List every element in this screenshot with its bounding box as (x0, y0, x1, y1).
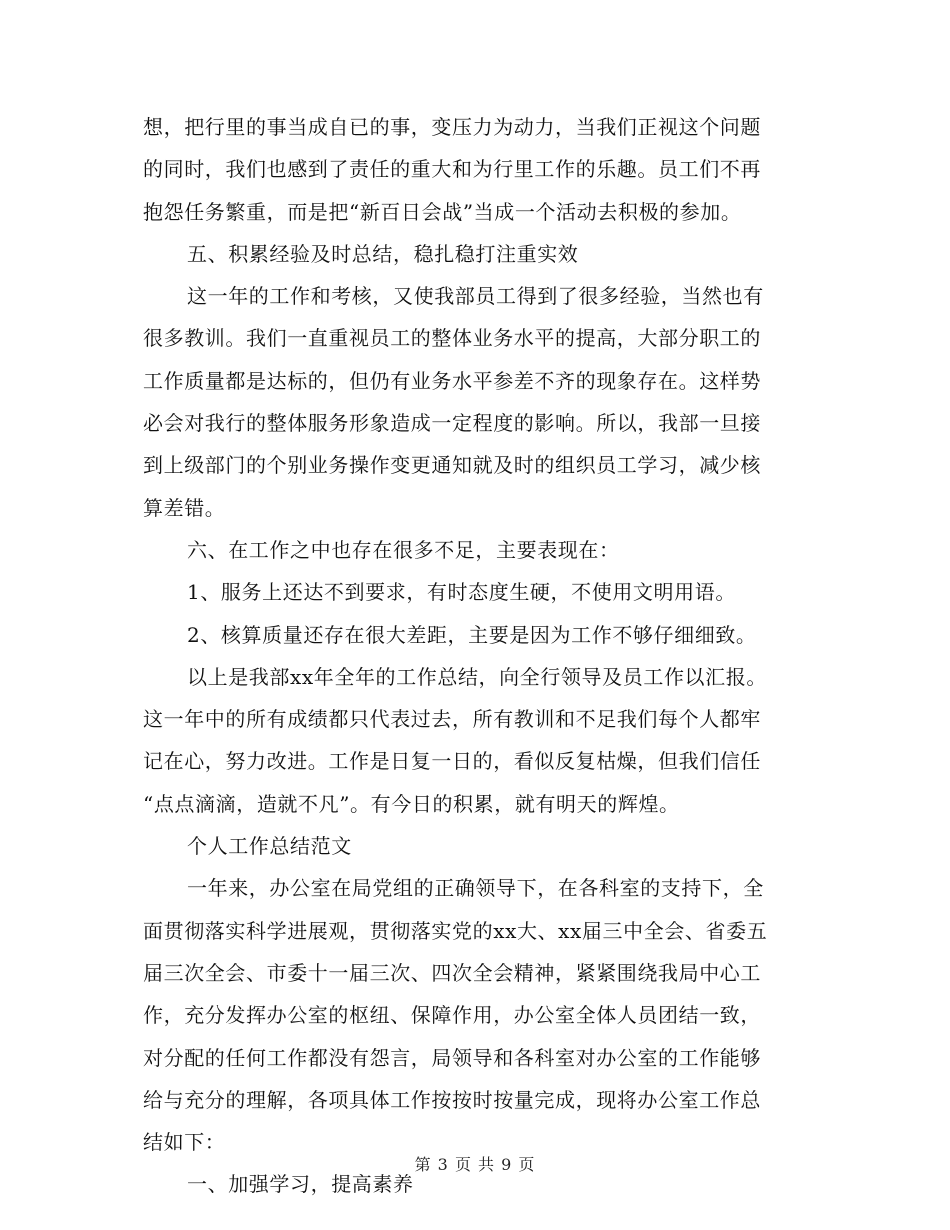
text-line-7: 工作质量都是达标的，但仍有业务水平参差不齐的现象存在。这样势 (143, 368, 761, 393)
page-number-footer: 第 3 页 共 9 页 (414, 1155, 536, 1174)
text-line-20: 面贯彻落实科学进展观，贯彻落实党的xx大、xx届三中全会、省委五 (143, 918, 768, 943)
article-title: 个人工作总结范文 (187, 834, 352, 859)
text-line-16: 记在心，努力改进。工作是日复一日的，看似反复枯燥，但我们信任 (143, 749, 761, 774)
section-heading-1: 一、加强学习，提高素养 (187, 1172, 414, 1197)
text-line-2: 的同时，我们也感到了责任的重大和为行里工作的乐趣。员工们不再 (143, 157, 761, 182)
text-line-1: 想，把行里的事当成自已的事，变压力为动力，当我们正视这个问题 (143, 115, 761, 139)
text-line-25: 结如下： (143, 1130, 226, 1155)
text-line-15: 这一年中的所有成绩都只代表过去，所有教训和不足我们每个人都牢 (143, 707, 761, 732)
text-line-3: 抱怨任务繁重，而是把“新百日会战”当成一个活动去积极的参加。 (143, 199, 742, 224)
text-line-9: 到上级部门的个别业务操作变更通知就及时的组织员工学习，减少核 (143, 453, 761, 478)
text-line-19: 一年来，办公室在局党组的正确领导下，在各科室的支持下，全 (187, 876, 764, 901)
list-item-1: 1、服务上还达不到要求，有时态度生硬，不使用文明用语。 (187, 580, 736, 605)
text-line-24: 给与充分的理解，各项具体工作按按时按量完成，现将办公室工作总 (143, 1087, 761, 1112)
section-heading-6: 六、在工作之中也存在很多不足，主要表现在： (187, 537, 620, 562)
text-line-17: “点点滴滴，造就不凡”。有今日的积累，就有明天的辉煌。 (143, 791, 680, 816)
document-body (143, 106, 803, 1206)
text-line-8: 必会对我行的整体服务形象造成一定程度的影响。所以，我部一旦接 (143, 411, 761, 436)
list-item-2: 2、核算质量还存在很大差距，主要是因为工作不够仔细细致。 (187, 622, 757, 647)
section-heading-5: 五、积累经验及时总结，稳扎稳打注重实效 (187, 241, 579, 266)
text-line-22: 作，充分发挥办公室的枢纽、保障作用，办公室全体人员团结一致， (143, 1003, 761, 1028)
text-line-14: 以上是我部xx年全年的工作总结，向全行领导及员工作以汇报。 (187, 664, 767, 689)
text-line-10: 算差错。 (143, 495, 226, 520)
text-line-6: 很多教训。我们一直重视员工的整体业务水平的提高，大部分职工的 (143, 326, 761, 351)
text-line-5: 这一年的工作和考核，又使我部员工得到了很多经验，当然也有 (187, 284, 764, 309)
text-line-21: 届三次全会、市委十一届三次、四次全会精神，紧紧围绕我局中心工 (143, 960, 761, 985)
text-line-23: 对分配的任何工作都没有怨言，局领导和各科室对办公室的工作能够 (143, 1045, 761, 1070)
